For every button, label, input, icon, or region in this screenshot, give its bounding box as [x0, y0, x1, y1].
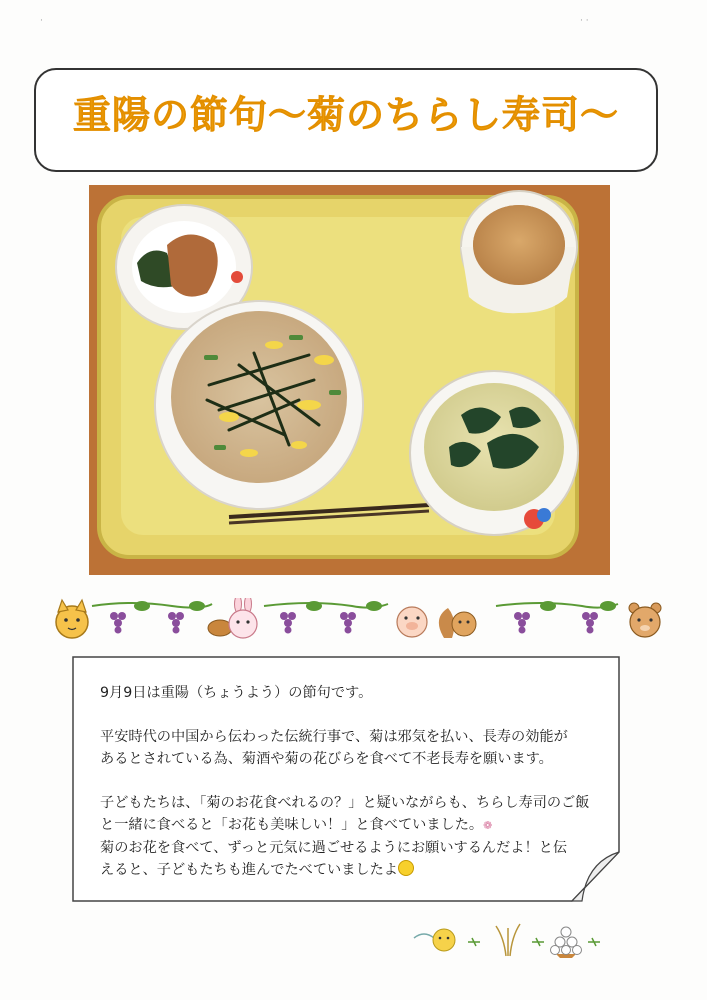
- message-body: [100, 682, 600, 881]
- meal-photo: [89, 185, 610, 575]
- title-box: [34, 68, 658, 172]
- page-title: 重陽の節句～菊のちらし寿司～: [72, 93, 619, 137]
- rabbit-icon: [229, 598, 257, 638]
- message-line-with-smile: [100, 859, 600, 881]
- dango-icon: [551, 927, 582, 958]
- message-line: 子どもたちは、「菊のお花食べれるの？」と疑いながらも、ちらし寿司のご飯: [100, 795, 590, 811]
- autumn-illustration: [410, 920, 610, 960]
- message-line: あるとされている為、菊酒や菊の花びらを食べて不老長寿を願います。: [100, 751, 553, 767]
- susuki-grass-icon: [496, 924, 520, 956]
- message-line: 平安時代の中国から伝わった伝統行事で、菊は邪気を払い、長寿の効能が: [100, 729, 568, 745]
- decoration-row: [52, 598, 672, 644]
- sparkle-icon: ❁: [483, 819, 493, 832]
- message-line-date: 9月9日は重陽（ちょうよう）の節句です。: [100, 685, 373, 701]
- cat-icon: [56, 600, 88, 638]
- squirrel-icon: [439, 608, 476, 638]
- autumn-decoration: [410, 920, 610, 960]
- message-line-text: と一緒に食べると「お花も美味しい！」と食べていました。: [100, 817, 484, 833]
- meal-photo-illustration: [89, 185, 610, 575]
- scan-mark-left: ·: [40, 16, 43, 26]
- bear-icon: [629, 603, 661, 637]
- message-note: [72, 656, 620, 902]
- message-line-text: えると、子どもたちも進んでたべていましたよ: [100, 862, 398, 878]
- character-grape-border: [52, 598, 672, 644]
- message-line: 菊のお花を食べて、ずっと元気に過ごせるようにお願いするんだよ！と伝: [100, 840, 568, 856]
- pig-icon: [397, 607, 427, 637]
- smile-icon: [398, 860, 414, 876]
- moon-icon: [433, 929, 455, 951]
- scan-mark-right: · ·: [580, 16, 589, 26]
- message-line-with-sparkle: [100, 814, 600, 837]
